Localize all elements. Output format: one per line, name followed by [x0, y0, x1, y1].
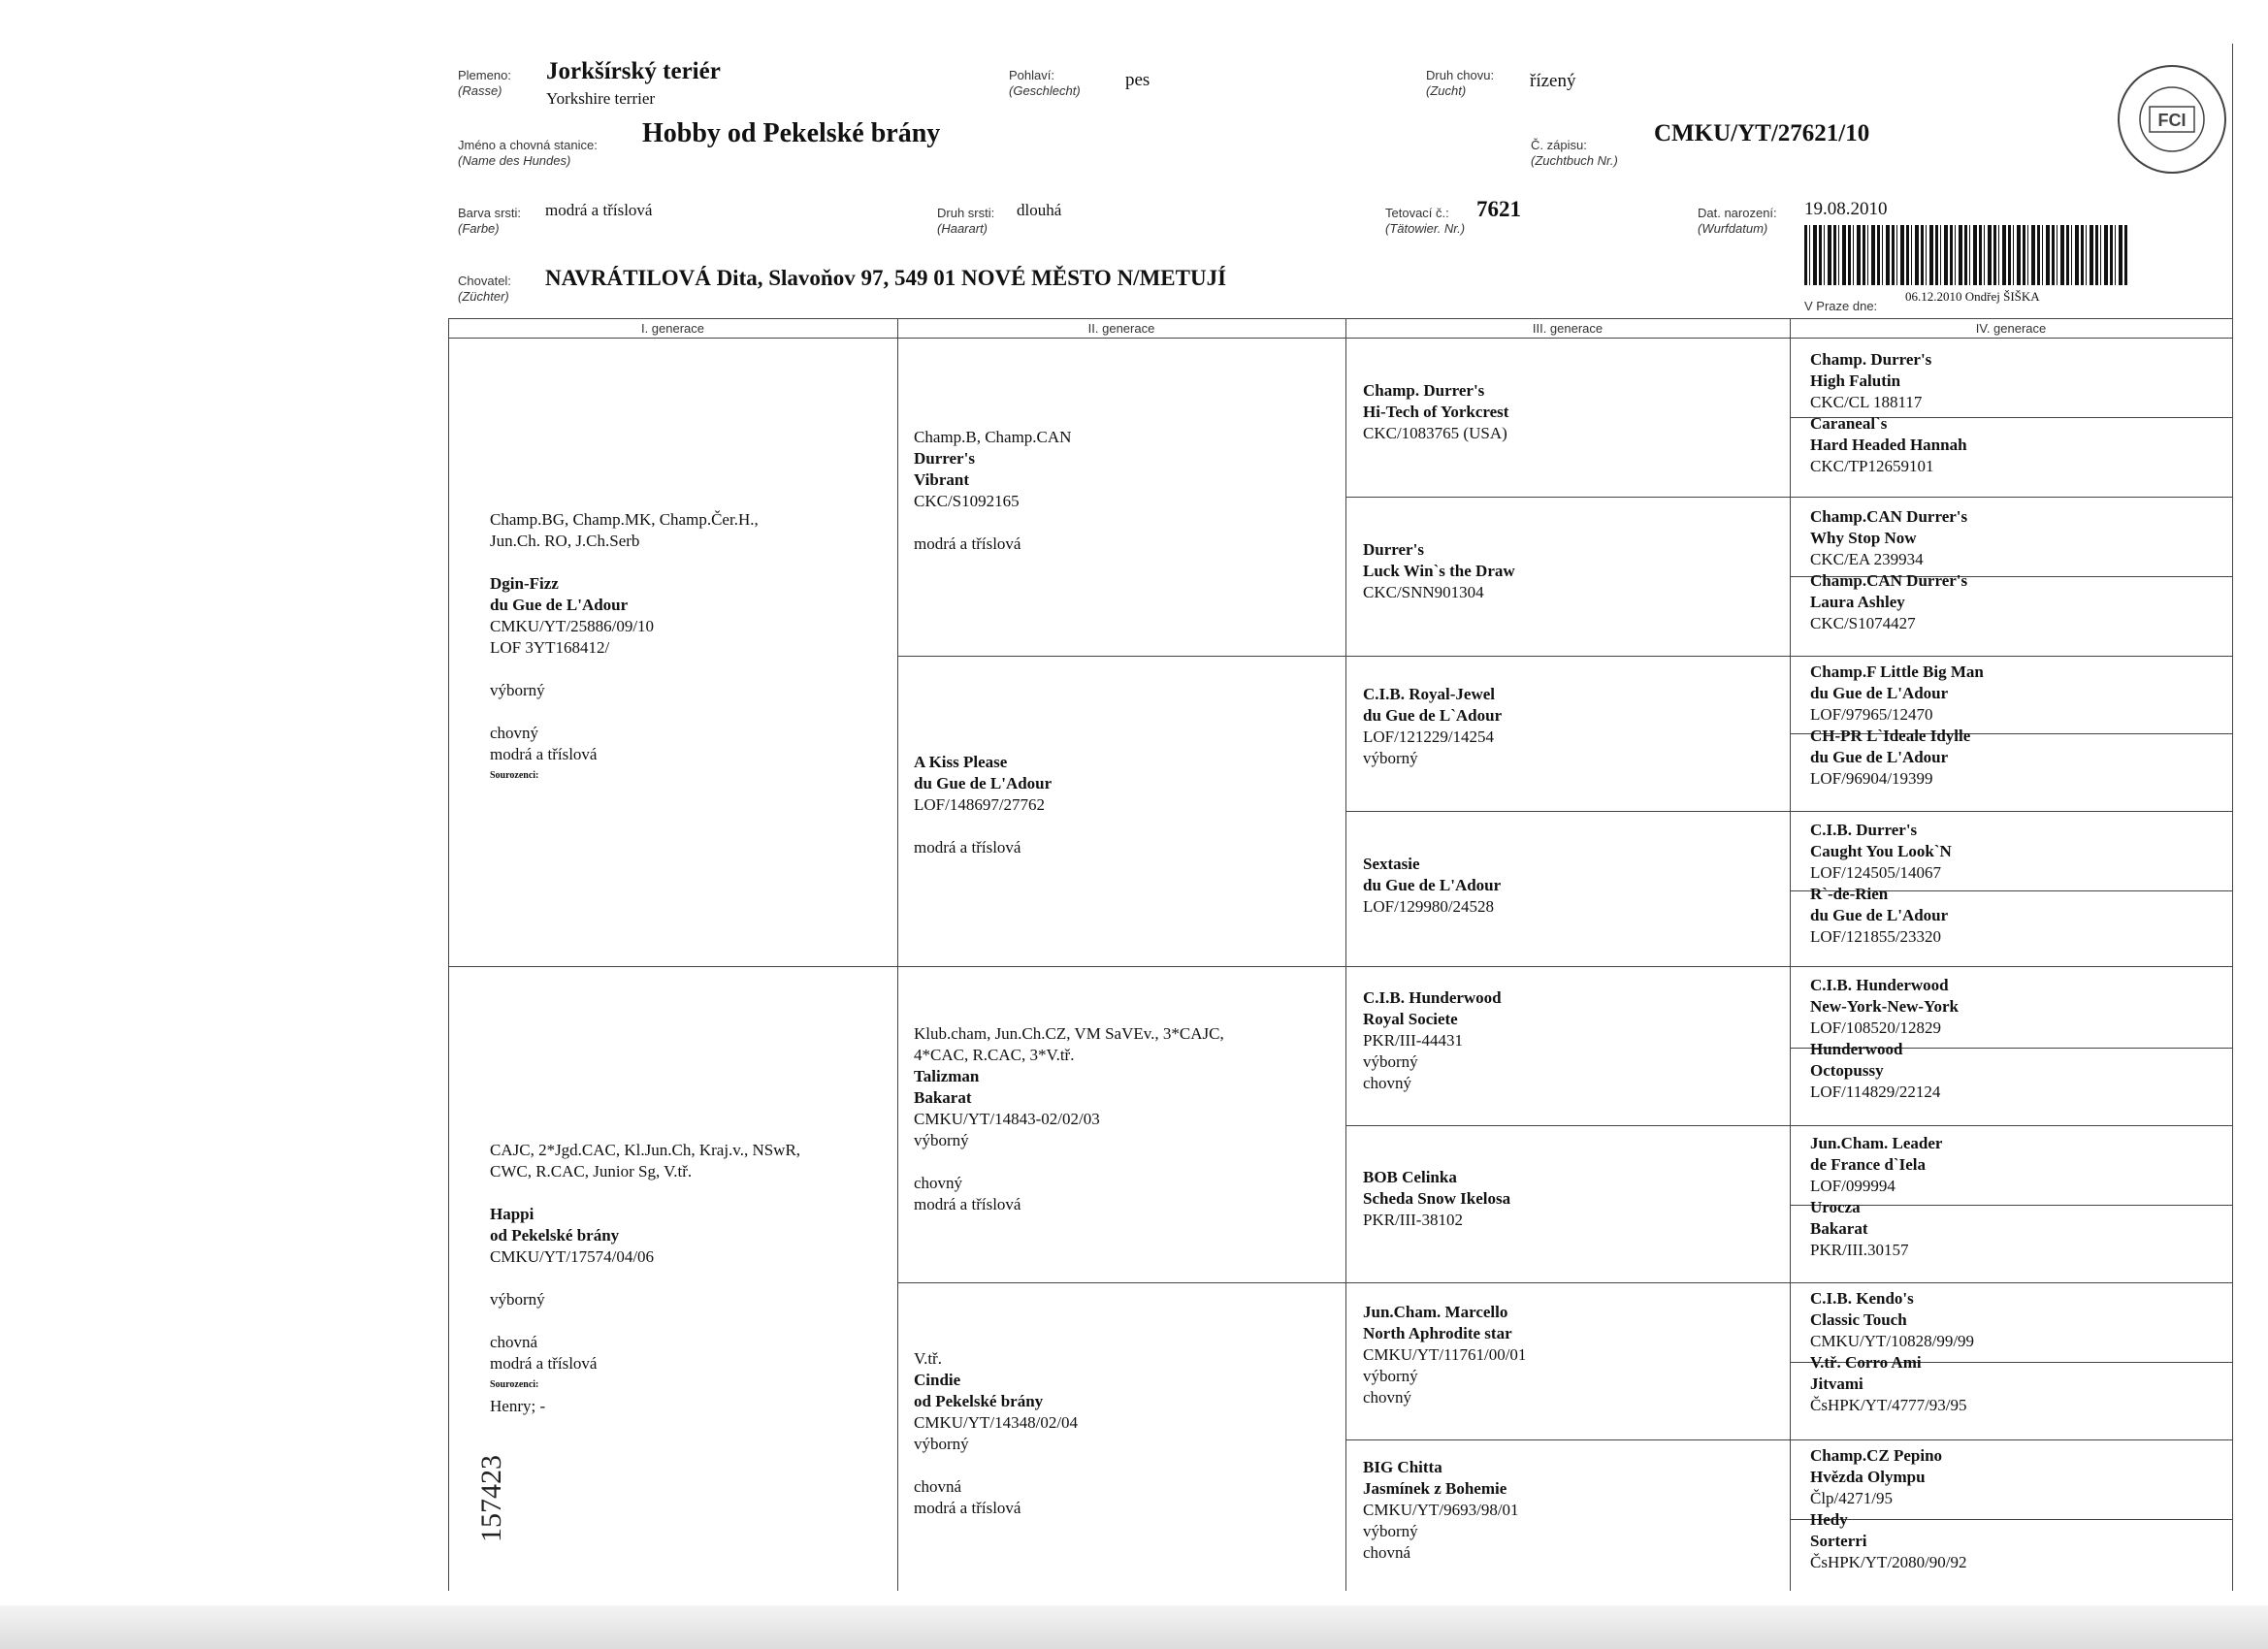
generation-4-header: IV. generace	[1975, 321, 2047, 336]
ancestor-line: chovný	[1363, 1388, 1412, 1406]
ancestor-line: ČsHPK/YT/4777/93/95	[1810, 1396, 1967, 1414]
ancestor-line: LOF/96904/19399	[1810, 769, 1933, 788]
ancestor-line: Jun.Cham. Marcello	[1363, 1303, 1508, 1321]
generation-4-ancestor	[1810, 975, 1959, 1103]
ancestor-line: Caraneal`s	[1810, 414, 1888, 433]
ancestor-line: CMKU/YT/10828/99/99	[1810, 1332, 1975, 1350]
ancestor-line: PKR/III.30157	[1810, 1241, 1909, 1259]
generation-2-ancestor	[914, 1023, 1224, 1215]
dog-name: Hobby od Pekelské brány	[642, 118, 941, 148]
ancestor-line: de France d`Iela	[1810, 1155, 1926, 1174]
ancestor-line: Cindie	[914, 1371, 961, 1389]
ancestor-line: Hunderwood	[1810, 1040, 1903, 1058]
ancestor-line: výborný	[1363, 1522, 1418, 1540]
ancestor-line: Durrer's	[1363, 540, 1424, 559]
ancestor-line: CMKU/YT/17574/04/06	[490, 1247, 655, 1266]
generation-2-ancestor	[914, 427, 1071, 555]
studbook-number: CMKU/YT/27621/10	[1654, 120, 1870, 146]
ancestor-line: Člp/4271/95	[1810, 1489, 1894, 1507]
ancestor-line: od Pekelské brány	[914, 1392, 1044, 1410]
ancestor-line: Happi	[490, 1205, 535, 1223]
ancestor-line: V.tř.	[914, 1349, 942, 1368]
generation-3-ancestor	[1363, 987, 1502, 1094]
ancestor-line: LOF/124505/14067	[1810, 863, 1942, 882]
ancestor-line	[490, 701, 759, 723]
tattoo-label: Tetovací č.: (Tätowier. Nr.)	[1385, 206, 1466, 236]
ancestor-line: LOF/97965/12470	[1810, 705, 1933, 724]
ancestor-line	[914, 816, 1052, 837]
ancestor-line: modrá a tříslová	[914, 838, 1021, 857]
generation-1-ancestor	[490, 1140, 800, 1417]
ancestor-line: chovný	[914, 1174, 963, 1192]
ancestor-line: LOF 3YT168412/	[490, 638, 610, 657]
name-label: Jméno a chovná stanice: (Name des Hundes)	[458, 138, 598, 168]
color-value: modrá a tříslová	[545, 201, 653, 219]
generation-4-ancestor	[1810, 820, 1952, 948]
generation-3-header: III. generace	[1532, 321, 1604, 336]
generation-4-ancestor	[1810, 1133, 1942, 1261]
breed-label: Plemeno: (Rasse)	[458, 68, 511, 98]
ancestor-line: Classic Touch	[1810, 1310, 1907, 1329]
generation-2-header: II. generace	[1087, 321, 1155, 336]
ancestor-line	[490, 659, 759, 680]
ancestor-line: CMKU/YT/11761/00/01	[1363, 1345, 1527, 1364]
ancestor-line: PKR/III-38102	[1363, 1211, 1463, 1229]
generation-1-header: I. generace	[640, 321, 705, 336]
barcode	[1804, 225, 2127, 285]
generation-3-ancestor	[1363, 1167, 1510, 1231]
ancestor-line: Luck Win`s the Draw	[1363, 562, 1515, 580]
ancestor-line: Urocza	[1810, 1198, 1861, 1216]
ancestor-line: výborný	[914, 1435, 969, 1453]
ancestor-line: chovný	[1363, 1074, 1412, 1092]
coat-value: dlouhá	[1017, 201, 1062, 219]
breeder-label: Chovatel: (Züchter)	[458, 274, 511, 304]
ancestor-line: du Gue de L'Adour	[914, 774, 1053, 792]
ancestor-line: Vibrant	[914, 470, 969, 489]
ancestor-line: du Gue de L'Adour	[1363, 876, 1502, 894]
ancestor-line: V.tř. Corro Ami	[1810, 1353, 1922, 1372]
ancestor-line: Talizman	[914, 1067, 980, 1085]
ancestor-line: CKC/SNN901304	[1363, 583, 1484, 601]
ancestor-line: Champ.CAN Durrer's	[1810, 571, 1968, 590]
ancestor-line: CKC/CL 188117	[1810, 393, 1923, 411]
ancestor-line: A Kiss Please	[914, 753, 1008, 771]
ancestor-line: Klub.cham, Jun.Ch.CZ, VM SaVEv., 3*CAJC,	[914, 1024, 1224, 1043]
ancestor-line	[914, 1455, 1078, 1476]
ancestor-line: C.I.B. Royal-Jewel	[1363, 685, 1495, 703]
ancestor-line: Champ.CAN Durrer's	[1810, 507, 1968, 526]
ancestor-line: výborný	[1363, 1367, 1418, 1385]
ancestor-line: R`-de-Rien	[1810, 885, 1889, 903]
ancestor-line: Hedy	[1810, 1510, 1848, 1529]
ancestor-line: CWC, R.CAC, Junior Sg, V.tř.	[490, 1162, 693, 1180]
ancestor-line: du Gue de L'Adour	[1810, 906, 1949, 924]
ancestor-line: BOB Celinka	[1363, 1168, 1457, 1186]
ancestor-line: CH-PR L`Ideale Idylle	[1810, 727, 1971, 745]
ancestor-line: výborný	[1363, 1052, 1418, 1071]
ancestor-line: C.I.B. Hunderwood	[1363, 988, 1502, 1007]
ancestor-line: CKC/1083765 (USA)	[1363, 424, 1507, 442]
issued-value: 06.12.2010 Ondřej ŠIŠKA	[1905, 289, 2040, 304]
ancestor-line: LOF/099994	[1810, 1177, 1895, 1195]
ancestor-line: LOF/108520/12829	[1810, 1018, 1942, 1037]
ancestor-line: CMKU/YT/14348/02/04	[914, 1413, 1079, 1432]
ancestor-line: North Aphrodite star	[1363, 1324, 1512, 1342]
ancestor-line: Dgin-Fizz	[490, 574, 559, 593]
ancestor-line: Sorterri	[1810, 1532, 1867, 1550]
ancestor-line: CAJC, 2*Jgd.CAC, Kl.Jun.Ch, Kraj.v., NSwR,	[490, 1141, 801, 1159]
ancestor-line: CKC/S1092165	[914, 492, 1020, 510]
ancestor-line: Champ. Durrer's	[1363, 381, 1485, 400]
scan-edge-shadow	[0, 1605, 2268, 1649]
ancestor-line: výborný	[1363, 749, 1418, 767]
ancestor-line: Scheda Snow Ikelosa	[1363, 1189, 1511, 1208]
sex-label: Pohlaví: (Geschlecht)	[1009, 68, 1081, 98]
ancestor-line: Laura Ashley	[1810, 593, 1905, 611]
ancestor-line: Hvězda Olympu	[1810, 1468, 1926, 1486]
ancestor-line: od Pekelské brány	[490, 1226, 620, 1245]
generation-4-ancestor	[1810, 662, 1984, 790]
ancestor-line: CMKU/YT/14843-02/02/03	[914, 1110, 1100, 1128]
ancestor-line: Champ.BG, Champ.MK, Champ.Čer.H.,	[490, 510, 759, 529]
dob-value: 19.08.2010	[1804, 199, 1888, 219]
issued-label: V Praze dne:	[1804, 299, 1878, 313]
ancestor-line: modrá a tříslová	[914, 1499, 1021, 1517]
ancestor-line: výborný	[490, 681, 545, 699]
ancestor-line: Durrer's	[914, 449, 975, 468]
ancestor-line: LOF/114829/22124	[1810, 1083, 1941, 1101]
ancestor-line: modrá a tříslová	[914, 1195, 1021, 1213]
generation-2-ancestor	[914, 1348, 1078, 1519]
dob-label: Dat. narození: (Wurfdatum)	[1698, 206, 1777, 236]
ancestor-line: New-York-New-York	[1810, 997, 1959, 1016]
breed-cz: Jorkšírský teriér	[546, 58, 721, 84]
ancestor-line: CMKU/YT/9693/98/01	[1363, 1501, 1519, 1519]
ancestor-line: 4*CAC, R.CAC, 3*V.tř.	[914, 1046, 1075, 1064]
ancestor-line: chovná	[1363, 1543, 1411, 1562]
stamp-number: 157423	[475, 1455, 507, 1542]
ancestor-line: Why Stop Now	[1810, 529, 1917, 547]
ancestor-line: Sourozenci:	[490, 1379, 539, 1390]
generation-1-ancestor	[490, 509, 759, 787]
color-label: Barva srsti: (Farbe)	[458, 206, 522, 236]
ancestor-line: PKR/III-44431	[1363, 1031, 1463, 1050]
ancestor-line: du Gue de L'Adour	[1810, 748, 1949, 766]
ancestor-line: LOF/121855/23320	[1810, 927, 1942, 946]
generation-3-ancestor	[1363, 380, 1508, 444]
ancestor-line: modrá a tříslová	[914, 534, 1021, 553]
ancestor-line: Jitvami	[1810, 1374, 1863, 1393]
fci-logo-icon	[2115, 62, 2229, 177]
ancestor-line: chovný	[490, 724, 539, 742]
ancestor-line: Sextasie	[1363, 855, 1420, 873]
ancestor-line: Champ.CZ Pepino	[1810, 1446, 1943, 1465]
ancestor-line: výborný	[914, 1131, 969, 1149]
ancestor-line: Champ.B, Champ.CAN	[914, 428, 1072, 446]
ancestor-line: CKC/EA 239934	[1810, 550, 1924, 568]
ancestor-line: CKC/TP12659101	[1810, 457, 1934, 475]
ancestor-line: High Falutin	[1810, 372, 1901, 390]
ancestor-line: Sourozenci:	[490, 770, 539, 781]
ancestor-line: du Gue de L'Adour	[490, 596, 629, 614]
generation-4-ancestor	[1810, 1445, 1967, 1573]
ancestor-line: Hi-Tech of Yorkcrest	[1363, 403, 1509, 421]
generation-4-ancestor	[1810, 506, 1967, 634]
ancestor-line	[914, 512, 1071, 534]
breeding-label: Druh chovu: (Zucht)	[1426, 68, 1495, 98]
ancestor-line: výborný	[490, 1290, 545, 1309]
sex-value: pes	[1125, 70, 1150, 90]
generation-3-ancestor	[1363, 1302, 1526, 1408]
ancestor-line	[490, 1182, 800, 1204]
studbook-label: Č. zápisu: (Zuchtbuch Nr.)	[1531, 138, 1618, 168]
breed-en: Yorkshire terrier	[546, 89, 656, 108]
breeder-value: NAVRÁTILOVÁ Dita, Slavoňov 97, 549 01 NOVÉ MĚSTO N/METUJÍ	[545, 266, 1227, 290]
ancestor-line: chovná	[490, 1333, 538, 1351]
ancestor-line: Champ.F Little Big Man	[1810, 663, 1984, 681]
ancestor-line: modrá a tříslová	[490, 745, 598, 763]
ancestor-line: LOF/121229/14254	[1363, 728, 1495, 746]
ancestor-line: C.I.B. Durrer's	[1810, 821, 1918, 839]
ancestor-line	[490, 552, 759, 573]
ancestor-line: Royal Societe	[1363, 1010, 1458, 1028]
ancestor-line: C.I.B. Hunderwood	[1810, 976, 1949, 994]
ancestor-line: Champ. Durrer's	[1810, 350, 1932, 369]
ancestor-line: Jasmínek z Bohemie	[1363, 1479, 1507, 1498]
fci-logo-text: FCI	[2157, 111, 2187, 130]
ancestor-line: du Gue de L`Adour	[1363, 706, 1503, 725]
ancestor-line: LOF/129980/24528	[1363, 897, 1495, 916]
generation-3-ancestor	[1363, 854, 1501, 918]
ancestor-line: modrá a tříslová	[490, 1354, 598, 1373]
ancestor-line: du Gue de L'Adour	[1810, 684, 1949, 702]
generation-4-ancestor	[1810, 1288, 1974, 1416]
ancestor-line: Henry; -	[490, 1397, 546, 1415]
coat-label: Druh srsti: (Haarart)	[937, 206, 995, 236]
ancestor-line: Caught You Look`N	[1810, 842, 1952, 860]
breeding-value: řízený	[1530, 71, 1576, 91]
generation-3-ancestor	[1363, 684, 1502, 769]
generation-3-ancestor	[1363, 1457, 1519, 1564]
ancestor-line: LOF/148697/27762	[914, 795, 1046, 814]
ancestor-line: Hard Headed Hannah	[1810, 436, 1967, 454]
ancestor-line: Octopussy	[1810, 1061, 1884, 1080]
generation-3-ancestor	[1363, 539, 1515, 603]
ancestor-line	[490, 1268, 800, 1289]
ancestor-line	[914, 1151, 1224, 1173]
ancestor-line: CMKU/YT/25886/09/10	[490, 617, 655, 635]
ancestor-line: chovná	[914, 1477, 962, 1496]
generation-4-ancestor	[1810, 349, 1967, 477]
ancestor-line: Bakarat	[1810, 1219, 1868, 1238]
ancestor-line	[490, 1310, 800, 1332]
ancestor-line: Jun.Ch. RO, J.Ch.Serb	[490, 532, 640, 550]
ancestor-line: Bakarat	[914, 1088, 972, 1107]
ancestor-line: C.I.B. Kendo's	[1810, 1289, 1914, 1308]
ancestor-line: CKC/S1074427	[1810, 614, 1916, 632]
ancestor-line: BIG Chitta	[1363, 1458, 1442, 1476]
tattoo-value: 7621	[1476, 197, 1521, 221]
ancestor-line: Jun.Cham. Leader	[1810, 1134, 1943, 1152]
generation-2-ancestor	[914, 752, 1052, 858]
ancestor-line: ČsHPK/YT/2080/90/92	[1810, 1553, 1967, 1571]
